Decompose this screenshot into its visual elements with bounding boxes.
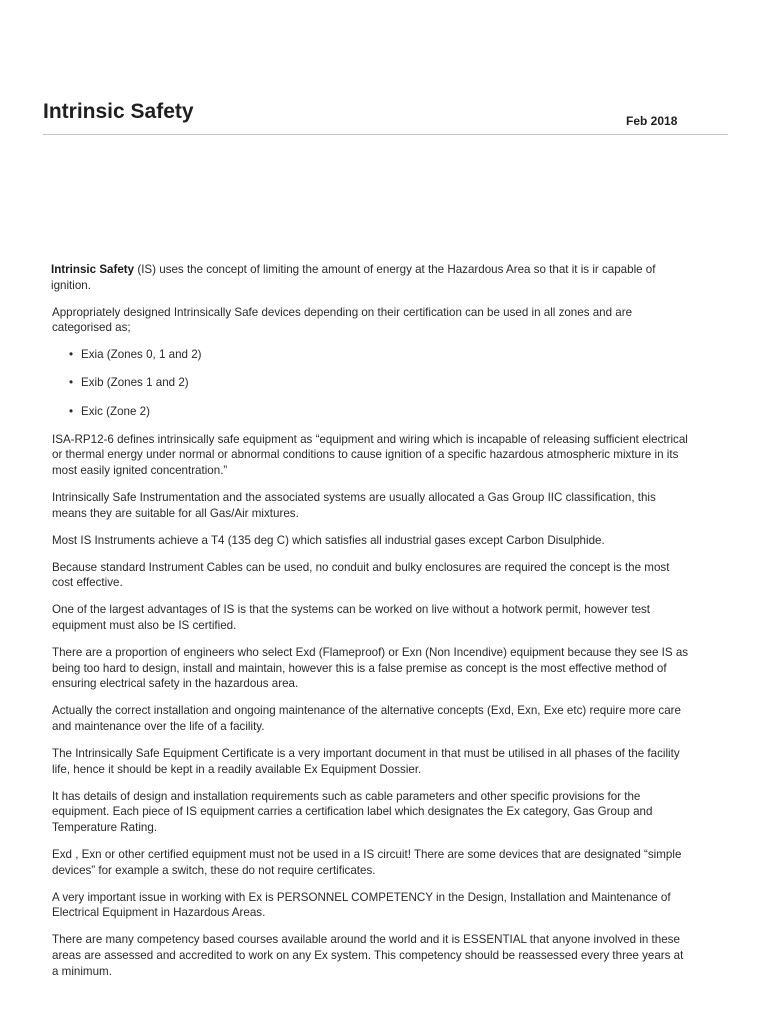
body-paragraph: It has details of design and installation requirements such as cable parameters and other specific provisions for the equipment. Each piece of IS equipment carries a certification label which designates the Ex category, Gas Group and Temperature Rating. (52, 789, 653, 834)
body-paragraph: There are many competency based courses available around the world and it is ESSENTIAL that anyone involved in these areas are assessed and accredited to work on any Ex system. This competency should be reassessed every three years at a minimum. (52, 933, 684, 978)
body-paragraph: Exd , Exn or other certified equipment must not be used in a IS circuit! There are some devices that are designated “simple devices” for example a switch, these do not require certificates. (52, 848, 682, 877)
bullet-icon: • (69, 348, 74, 362)
body-paragraph: Actually the correct installation and ongoing maintenance of the alternative concepts (Exd, Exn, Exe etc) require more care and maintenance over the life of a facility. (52, 704, 681, 733)
intro-paragraph (51, 262, 692, 293)
zones-paragraph: Appropriately designed Intrinsically Safe devices depending on their certification can be used in all zones and are categorised as; (52, 305, 633, 335)
body-paragraph: One of the largest advantages of IS is that the systems can be worked on live without a hotwork permit, however test equipment must also be IS certified. (52, 603, 651, 632)
document-date: Feb 2018 (626, 114, 678, 128)
bullet-icon: • (69, 376, 74, 390)
intro-text: (IS) uses the concept of limiting the amount of energy at the Hazardous Area so that it is i‌r capable of ignition. (51, 263, 656, 292)
document-header (43, 98, 728, 135)
body-paragraph: Most IS Instruments achieve a T4 (135 deg C) which satisfies all industrial gases except Carbon Disulphide. (52, 533, 605, 547)
list-item (69, 375, 692, 391)
body-paragraph: There are a proportion of engineers who select Exd (Flameproof) or Exn (Non Incendive) equipment because they see IS as being too hard to design, install and maintain, however this is a false premise as concept is the most effective method of ensuring electrical safety in the hazardous area. (52, 646, 689, 691)
list-item (69, 404, 692, 420)
zones-list (52, 347, 692, 419)
body-paragraph: A very important issue in working with Ex is PERSONNEL COMPETENCY in the Design, Installation and Maintenance of Electrical Equipment in Hazardous Areas. (52, 890, 671, 920)
list-item-text: Exic (Zone 2) (81, 404, 150, 418)
body-paragraph: ISA-RP12-6 defines intrinsically safe equipment as “equipment and wiring which is incapable of releasing sufficient electrical or thermal energy under normal or abnormal conditions to cause ignition of a specific hazardous atmospheric mixture in its most easily ignited concentration.” (52, 432, 688, 477)
body-paragraph: Intrinsically Safe Instrumentation and the associated systems are usually allocated a Gas Group IIC classification, this means they are suitable for all Gas/Air mixtures. (52, 490, 656, 520)
body-paragraph: The Intrinsically Safe Equipment Certificate is a very important document in that must be utilised in all phases of the facility life, hence it should be kept in a readily available Ex Equipment Dossier. (52, 747, 680, 776)
list-item-text: Exib (Zones 1 and 2) (81, 376, 189, 390)
page-title: Intrinsic Safety (43, 100, 194, 123)
document-body (52, 262, 692, 991)
list-item (69, 347, 692, 363)
list-item-text: Exia (Zones 0, 1 and 2) (81, 348, 202, 362)
intro-term: Intrinsic Safety (51, 263, 135, 276)
body-paragraph: Because standard Instrument Cables can be used, no conduit and bulky enclosures are required the concept is the most cost effective. (52, 560, 670, 590)
bullet-icon: • (69, 404, 74, 418)
